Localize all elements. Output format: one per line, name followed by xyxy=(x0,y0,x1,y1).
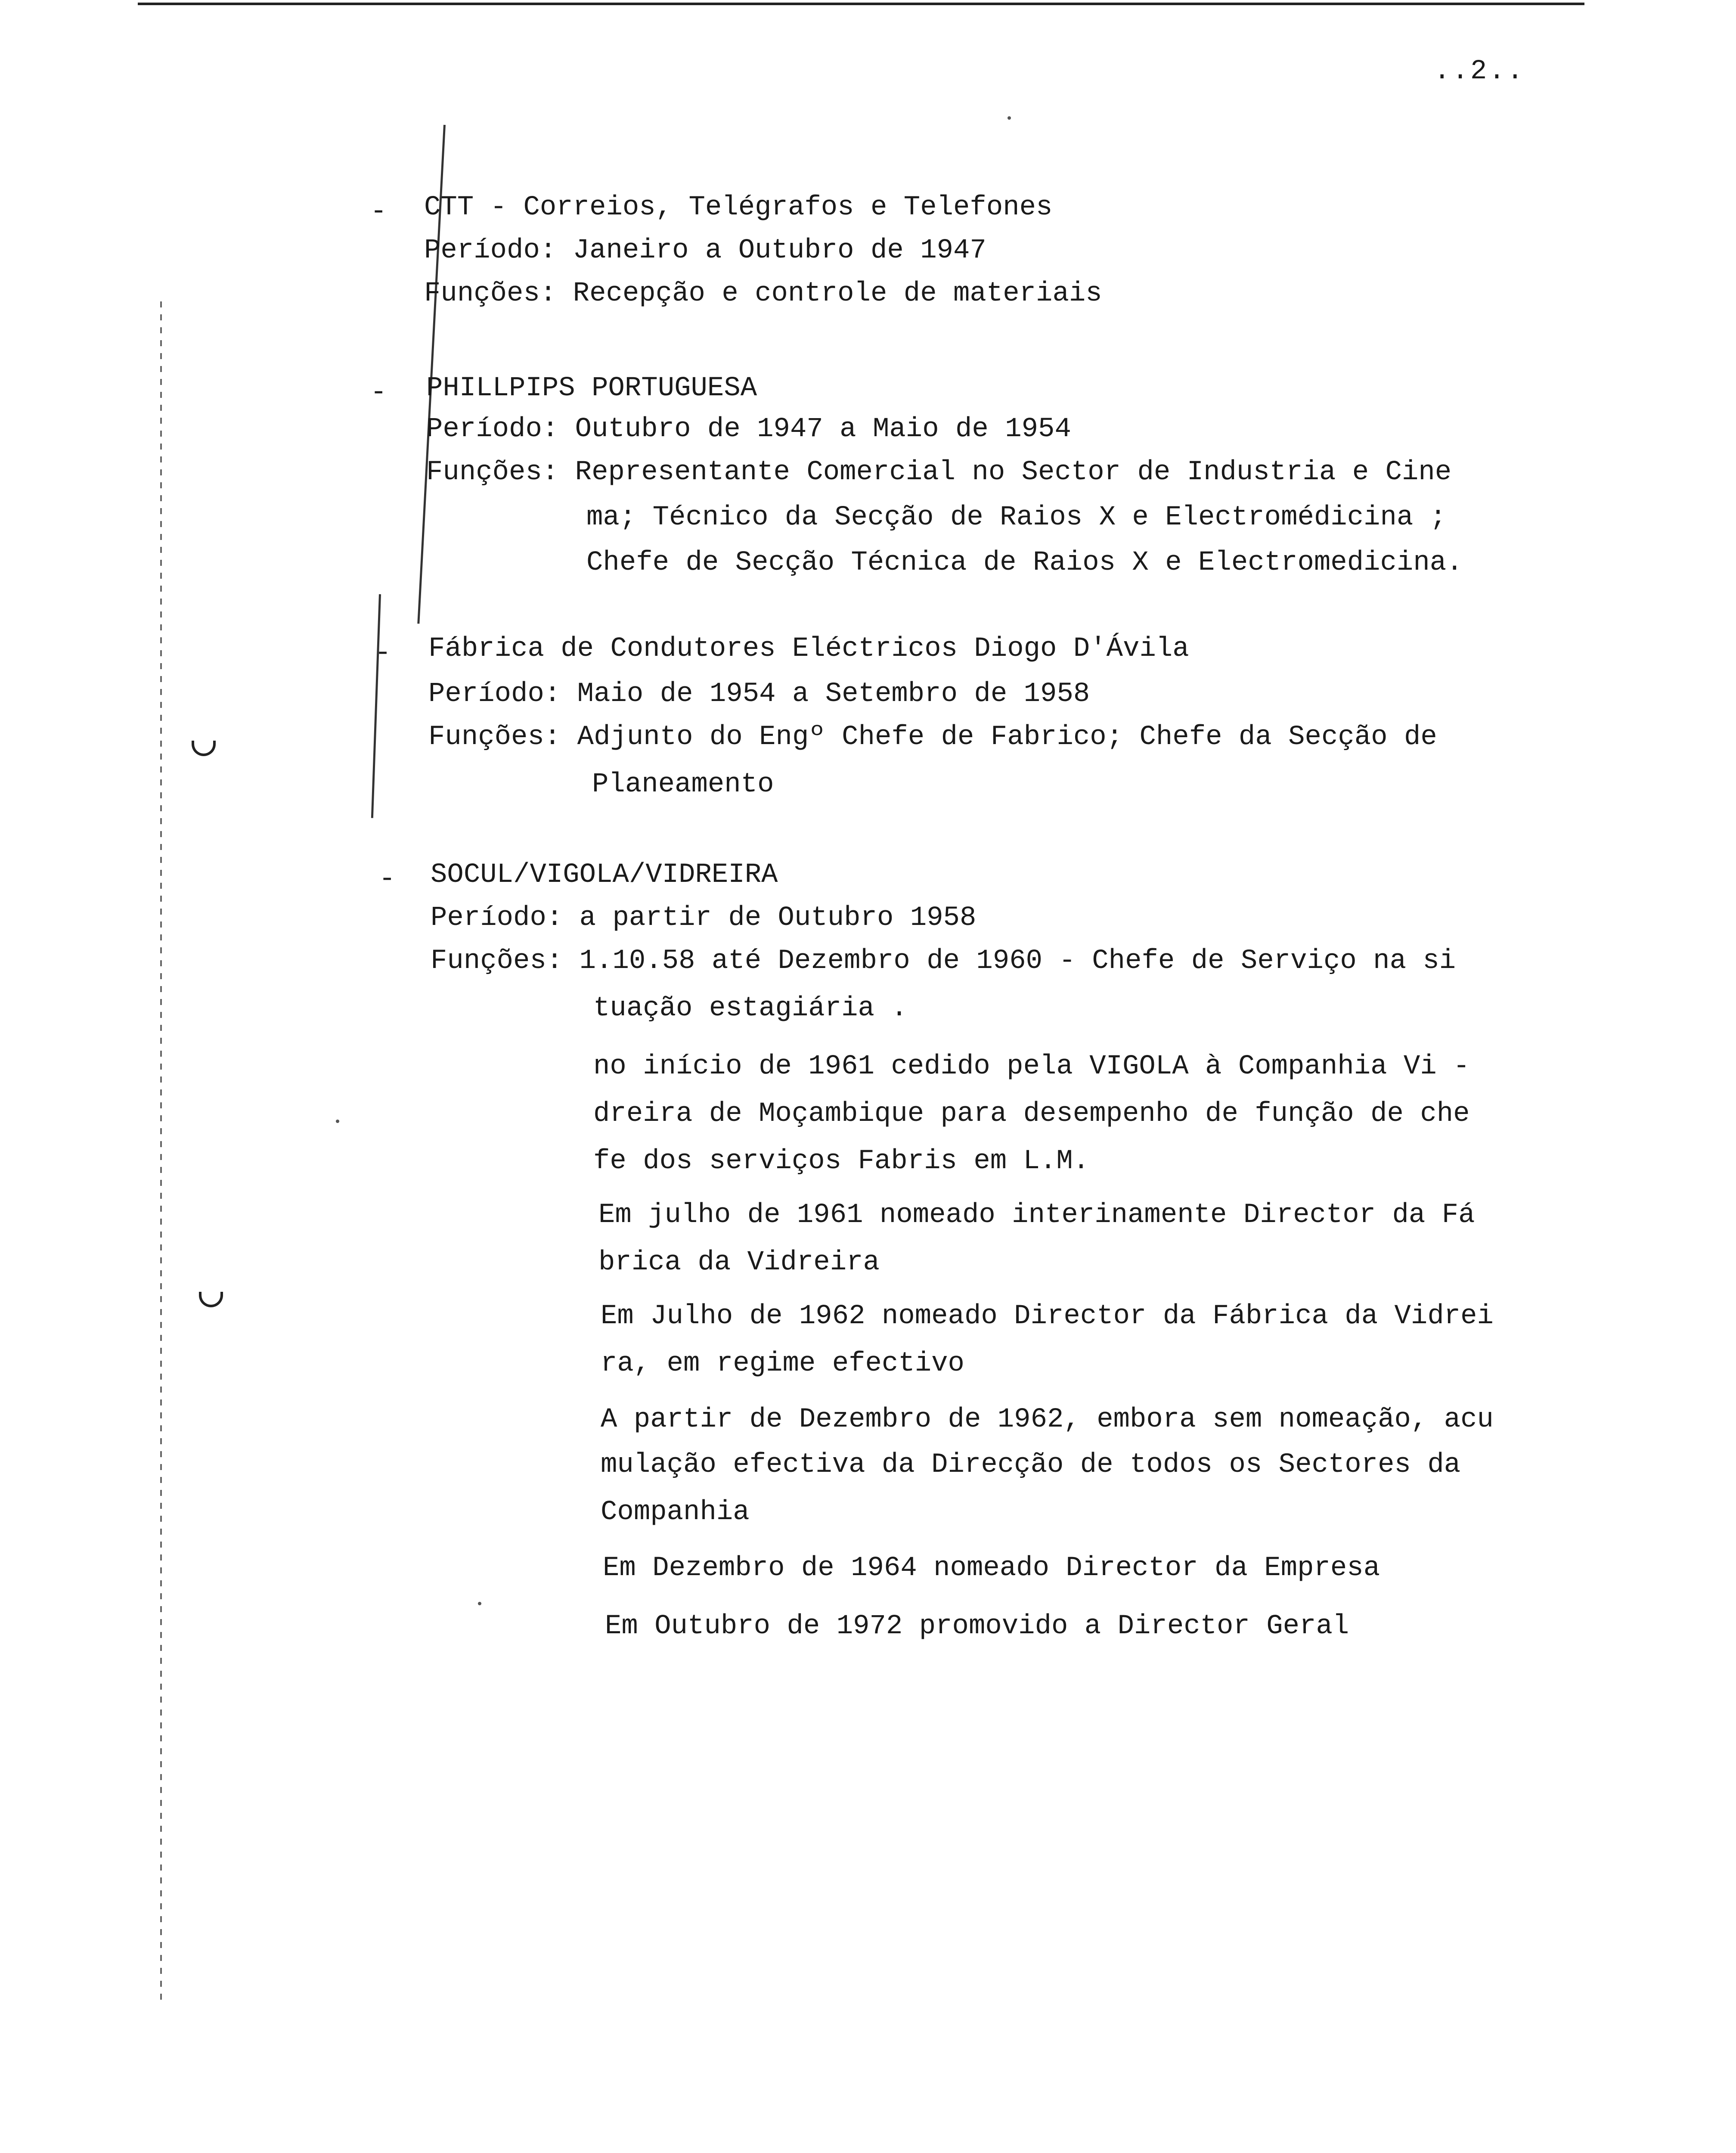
entry-functions: Planeamento xyxy=(592,769,774,800)
career-paragraph-line: Companhia xyxy=(601,1497,750,1528)
top-border-line xyxy=(138,3,1584,5)
margin-scan-artifact xyxy=(160,301,162,2002)
entry-dash: - xyxy=(375,638,391,669)
entry-functions: Funções: Adjunto do Engº Chefe de Fabrico; Chefe da Secção de xyxy=(428,722,1437,753)
scan-speck xyxy=(336,1120,339,1123)
page-number: ..2.. xyxy=(1434,56,1525,87)
career-paragraph-line: brica da Vidreira xyxy=(598,1247,880,1278)
entry-company: CTT - Correios, Telégrafos e Telefones xyxy=(424,192,1053,223)
career-paragraph-line: Em Dezembro de 1964 nomeado Director da Empresa xyxy=(603,1553,1380,1584)
career-paragraph-line: mulação efectiva da Direcção de todos os Sectores da xyxy=(601,1449,1461,1480)
career-paragraph-line: fe dos serviços Fabris em L.M. xyxy=(593,1146,1090,1177)
career-paragraph-line: A partir de Dezembro de 1962, embora sem nomeação, acu xyxy=(601,1404,1494,1435)
entry-dash: - xyxy=(370,196,387,227)
entry-company: SOCUL/VIGOLA/VIDREIRA xyxy=(431,859,778,890)
career-paragraph-line: Em julho de 1961 nomeado interinamente Director da Fá xyxy=(598,1200,1475,1231)
entry-period: Período: a partir de Outubro 1958 xyxy=(431,903,976,934)
career-paragraph-line: Em Julho de 1962 nomeado Director da Fábrica da Vidrei xyxy=(601,1301,1494,1332)
entry-functions: ma; Técnico da Secção de Raios X e Electromédicina ; xyxy=(586,502,1447,533)
entry-period: Período: Maio de 1954 a Setembro de 1958 xyxy=(428,679,1090,710)
entry-functions: tuação estagiária . xyxy=(593,993,908,1024)
entry-functions: Funções: Recepção e controle de materiais xyxy=(424,278,1102,309)
entry-dash: - xyxy=(370,377,387,408)
career-paragraph-line: dreira de Moçambique para desempenho de função de che xyxy=(593,1098,1470,1129)
handwritten-margin-line xyxy=(371,594,381,818)
scan-speck xyxy=(1008,116,1011,120)
career-paragraph-line: ra, em regime efectivo xyxy=(601,1348,964,1379)
entry-company: PHILLPIPS PORTUGUESA xyxy=(426,373,757,404)
punch-hole-mark xyxy=(199,1292,223,1307)
scan-speck xyxy=(478,1602,481,1605)
entry-functions: Chefe de Secção Técnica de Raios X e Electromedicina. xyxy=(586,547,1463,578)
entry-company: Fábrica de Condutores Eléctricos Diogo D'Ávila xyxy=(428,633,1189,664)
entry-dash: - xyxy=(379,864,396,895)
punch-hole-mark xyxy=(192,741,216,756)
entry-period: Período: Janeiro a Outubro de 1947 xyxy=(424,235,986,266)
career-paragraph-line: no início de 1961 cedido pela VIGOLA à Companhia Vi - xyxy=(593,1051,1470,1082)
career-paragraph-line: Em Outubro de 1972 promovido a Director Geral xyxy=(605,1611,1349,1642)
entry-functions: Funções: Representante Comercial no Sector de Industria e Cine xyxy=(426,457,1452,488)
entry-functions: Funções: 1.10.58 até Dezembro de 1960 - Chefe de Serviço na si xyxy=(431,946,1456,977)
entry-period: Período: Outubro de 1947 a Maio de 1954 xyxy=(426,414,1071,445)
